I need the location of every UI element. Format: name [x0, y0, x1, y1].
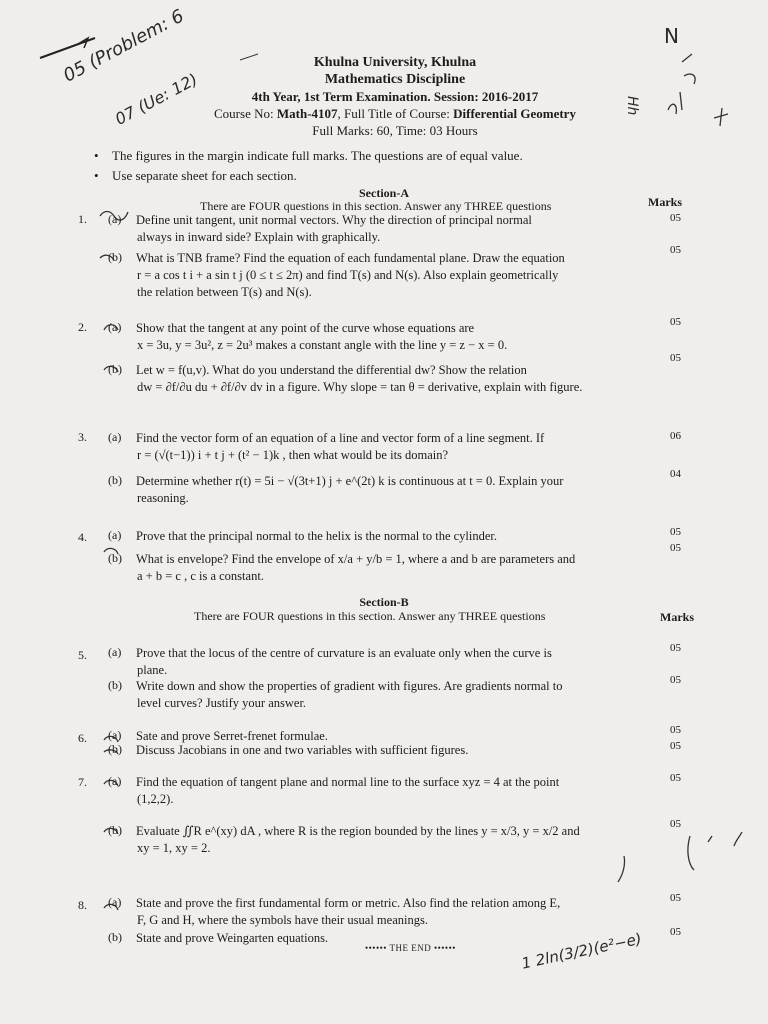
question-text-line: xy = 1, xy = 2.: [137, 841, 211, 855]
marks-value: 05: [670, 926, 681, 938]
question-text-line: Let w = f(u,v). What do you understand the differential dw? Show the relation: [136, 363, 527, 377]
part-label: (a): [108, 430, 122, 444]
marks-value: 05: [670, 772, 681, 784]
question-text-line: x = 3u, y = 3u², z = 2u³ makes a constant angle with the line y = z − x = 0.: [137, 338, 508, 352]
question-text-line: the relation between T(s) and N(s).: [137, 285, 312, 299]
marks-value: 05: [670, 352, 681, 364]
question-text-line: Determine whether r(t) = 5i − √(3t+1) j + e^(2t) k is continuous at t = 0. Explain your: [136, 474, 564, 488]
question-text-line: Define unit tangent, unit normal vectors. Why the direction of principal normal: [136, 213, 532, 227]
instruction-text: Use separate sheet for each section.: [112, 168, 297, 183]
part-label: (b): [108, 678, 122, 692]
course-line: [190, 105, 600, 122]
section-b-title: Section-B: [359, 595, 409, 609]
question-text-line: Write down and show the properties of gradient with figures. Are gradients normal to: [136, 679, 563, 693]
question-text-line: Discuss Jacobians in one and two variables with sufficient figures.: [136, 743, 469, 757]
course-number: Math-4107: [276, 106, 338, 121]
marks-value: 05: [670, 244, 681, 256]
question-text-line: Prove that the principal normal to the helix is the normal to the cylinder.: [136, 529, 498, 543]
marks-value: 06: [670, 430, 681, 442]
course-title-label: , Full Title of Course:: [337, 106, 454, 121]
part-label: (a): [108, 895, 122, 909]
question-text-line: What is envelope? Find the envelope of x/a + y/b = 1, where a and b are parameters and: [136, 552, 576, 566]
end-marker: •••••• THE END ••••••: [365, 943, 456, 953]
handwritten-note-4: Hh: [624, 96, 640, 116]
part-label: (b): [108, 823, 122, 837]
handwritten-note-2: 07 (Ue: 12): [112, 69, 201, 129]
question-number: 2.: [78, 320, 87, 334]
question-text-line: What is TNB frame? Find the equation of each fundamental plane. Draw the equation: [136, 251, 565, 265]
marks-value: 05: [670, 740, 681, 752]
question-text-line: plane.: [137, 663, 168, 677]
question-number: 7.: [78, 775, 87, 789]
question-text-line: level curves? Justify your answer.: [137, 696, 307, 710]
marks-value: 05: [670, 526, 681, 538]
question-text-line: Show that the tangent at any point of the curve whose equations are: [136, 321, 475, 335]
question-text-line: Find the vector form of an equation of a line and vector form of a line segment. If: [136, 431, 545, 445]
marks-value: 05: [670, 818, 681, 830]
question-text-line: State and prove the first fundamental form or metric. Also find the relation among E,: [136, 896, 561, 910]
section-a-subtitle: There are FOUR questions in this section. Answer any THREE questions: [200, 199, 552, 213]
part-label: (a): [108, 728, 122, 742]
marks-value: 04: [670, 468, 681, 480]
part-label: (b): [108, 250, 122, 264]
question-text-line: (1,2,2).: [137, 792, 174, 806]
marks-value: 05: [670, 542, 681, 554]
exam-header: [190, 54, 600, 139]
question-text-line: F, G and H, where the symbols have their usual meanings.: [137, 913, 428, 927]
question-text-line: r = (√(t−1)) i + t j + (t² − 1)k , then what would be its domain?: [137, 448, 449, 462]
question-text-line: r = a cos t i + a sin t j (0 ≤ t ≤ 2π) and find T(s) and N(s). Also explain geometrically: [137, 268, 559, 282]
handwritten-note-5: 1 2ln(3/2)(e²−e): [520, 929, 644, 973]
question-text-line: a + b = c , c is a constant.: [137, 569, 264, 583]
part-label: (a): [108, 212, 122, 226]
question-number: 6.: [78, 731, 87, 745]
part-label: (b): [108, 742, 122, 756]
question-text-line: Evaluate ∬R e^(xy) dA , where R is the region bounded by the lines y = x/3, y = x/2 and: [136, 824, 580, 838]
section-b-subtitle: There are FOUR questions in this section. Answer any THREE questions: [194, 609, 546, 623]
instruction-text: The figures in the margin indicate full marks. The questions are of equal value.: [112, 148, 523, 163]
question-number: 5.: [78, 648, 87, 662]
question-number: 1.: [78, 212, 87, 226]
part-label: (a): [108, 528, 122, 542]
section-a-title: Section-A: [359, 186, 409, 200]
course-prefix: Course No:: [214, 106, 277, 121]
part-label: (a): [108, 774, 122, 788]
part-label: (a): [108, 320, 122, 334]
full-marks-line: Full Marks: 60, Time: 03 Hours: [312, 123, 478, 138]
marks-value: 05: [670, 892, 681, 904]
part-label: (b): [108, 551, 122, 565]
section-a-marks-label: Marks: [648, 195, 682, 209]
question-text-line: reasoning.: [137, 491, 189, 505]
part-label: (b): [108, 473, 122, 487]
question-number: 8.: [78, 898, 87, 912]
instruction-1: • The figures in the margin indicate full marks. The questions are of equal value.: [94, 148, 523, 163]
course-title: Differential Geometry: [453, 106, 576, 121]
instruction-2: • Use separate sheet for each section.: [94, 168, 297, 183]
question-text-line: State and prove Weingarten equations.: [136, 931, 329, 945]
part-label: (a): [108, 645, 122, 659]
question-text-line: Prove that the locus of the centre of curvature is an evaluate only when the curve is: [136, 646, 552, 660]
question-text-line: always in inward side? Explain with graphically.: [137, 230, 381, 244]
part-label: (b): [108, 362, 122, 376]
handwritten-note-1: 05 (Problem: 6: [60, 5, 188, 87]
marks-value: 05: [670, 316, 681, 328]
question-number: 4.: [78, 530, 87, 544]
question-text-line: dw = ∂f/∂u du + ∂f/∂v dv in a figure. Why slope = tan θ = derivative, explain with figure.: [137, 380, 583, 394]
marks-value: 05: [670, 724, 681, 736]
exam-year-line: 4th Year, 1st Term Examination. Session: 2016-2017: [251, 89, 539, 104]
question-number: 3.: [78, 430, 87, 444]
question-text-line: Sate and prove Serret-frenet formulae.: [136, 729, 328, 743]
handwritten-note-3: N: [664, 24, 679, 48]
marks-value: 05: [670, 642, 681, 654]
question-text-line: Find the equation of tangent plane and normal line to the surface xyz = 4 at the point: [136, 775, 560, 789]
marks-value: 05: [670, 212, 681, 224]
section-b-marks-label: Marks: [660, 610, 694, 624]
part-label: (b): [108, 930, 122, 944]
discipline-name: Mathematics Discipline: [324, 72, 466, 87]
university-name: Khulna University, Khulna: [313, 55, 477, 70]
marks-value: 05: [670, 674, 681, 686]
